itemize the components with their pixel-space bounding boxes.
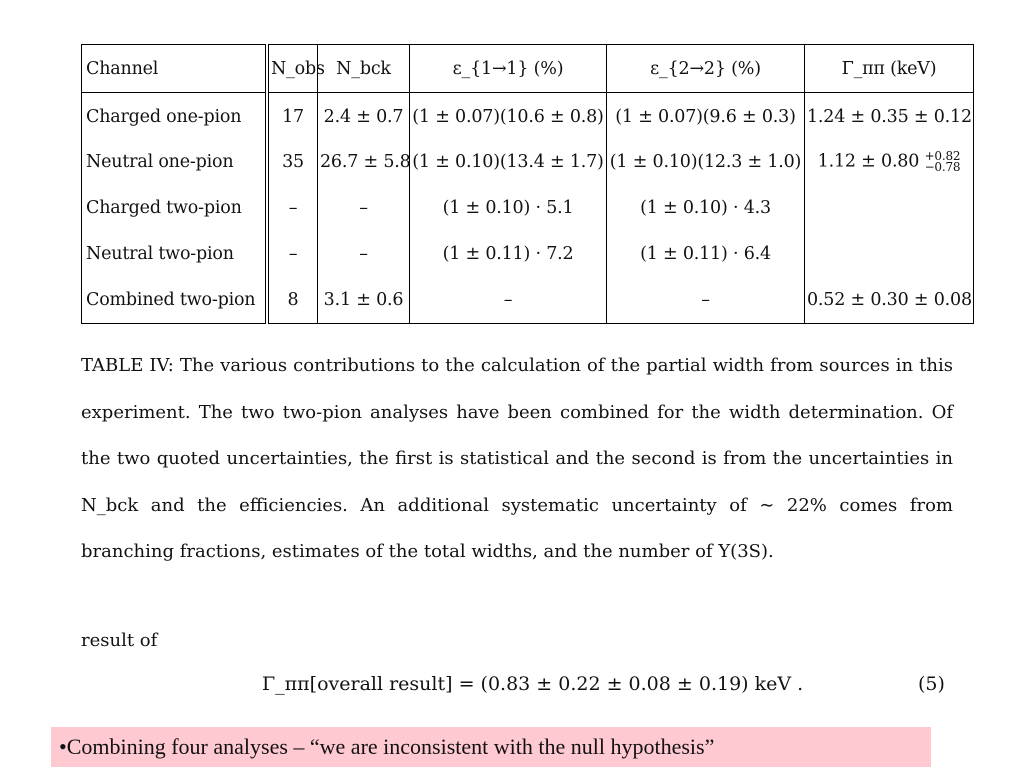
cell-n-obs: 8 <box>267 277 318 323</box>
cell-gamma <box>805 185 974 231</box>
cell-channel: Neutral one-pion <box>82 139 268 185</box>
highlight-note <box>51 727 931 767</box>
cell-n-bck: – <box>318 185 410 231</box>
table-caption-text: TABLE IV: The various contributions to the calculation of the partial width from sources in this experiment. The two two-pion analyses have been combined for the width determination. Of the two quoted uncertainties, the first is statistical and the second is from the uncertainties in N_bck and the efficiencies. An additional systematic uncertainty of ∼ 22% comes from branching fractions, estimates of the total widths, and the number of Υ(3S). <box>81 355 953 562</box>
cell-n-obs: 17 <box>267 93 318 139</box>
table-row <box>82 93 974 139</box>
table-row <box>82 139 974 185</box>
cell-n-bck: 2.4 ± 0.7 <box>318 93 410 139</box>
cell-n-bck: 3.1 ± 0.6 <box>318 277 410 323</box>
cell-n-bck: – <box>318 231 410 277</box>
cell-eff-11: – <box>410 277 607 323</box>
cell-gamma: 0.52 ± 0.30 ± 0.08 <box>805 277 974 323</box>
cell-channel: Charged two-pion <box>82 185 268 231</box>
cell-n-obs: – <box>267 185 318 231</box>
cell-n-obs: 35 <box>267 139 318 185</box>
cell-gamma: 1.24 ± 0.35 ± 0.12 <box>805 93 974 139</box>
equation-number: (5) <box>918 673 945 695</box>
table-row <box>82 185 974 231</box>
header-n-obs: N_obs <box>267 45 318 93</box>
cell-gamma: 1.12 ± 0.80 +0.82 −0.78 <box>805 139 974 185</box>
cell-channel: Charged one-pion <box>82 93 268 139</box>
cell-eff-22: (1 ± 0.10) · 4.3 <box>607 185 805 231</box>
table-header-row <box>82 45 974 93</box>
results-table <box>81 44 974 324</box>
header-eff-22: ε_{2→2} (%) <box>607 45 805 93</box>
header-n-bck: N_bck <box>318 45 410 93</box>
cell-channel: Neutral two-pion <box>82 231 268 277</box>
overall-result-equation: Γ_ππ[overall result] = (0.83 ± 0.22 ± 0.08 ± 0.19) keV . <box>262 673 804 695</box>
cell-n-bck: 26.7 ± 5.8 <box>318 139 410 185</box>
cell-eff-11: (1 ± 0.11) · 7.2 <box>410 231 607 277</box>
result-lead-text: result of <box>81 630 158 651</box>
asymmetric-uncertainty: +0.82 −0.78 <box>924 148 961 174</box>
cell-eff-22: (1 ± 0.07)(9.6 ± 0.3) <box>607 93 805 139</box>
header-gamma: Γ_ππ (keV) <box>805 45 974 93</box>
cell-n-obs: – <box>267 231 318 277</box>
cell-eff-11: (1 ± 0.10)(13.4 ± 1.7) <box>410 139 607 185</box>
highlight-note-text: •Combining four analyses – “we are inconsistent with the null hypothesis” <box>59 734 715 759</box>
cell-channel: Combined two-pion <box>82 277 268 323</box>
header-eff-11: ε_{1→1} (%) <box>410 45 607 93</box>
cell-gamma <box>805 231 974 277</box>
table-caption <box>81 343 953 576</box>
cell-eff-22: (1 ± 0.10)(12.3 ± 1.0) <box>607 139 805 185</box>
cell-eff-22: (1 ± 0.11) · 6.4 <box>607 231 805 277</box>
cell-eff-11: (1 ± 0.10) · 5.1 <box>410 185 607 231</box>
table-row <box>82 231 974 277</box>
header-channel: Channel <box>82 45 268 93</box>
cell-eff-22: – <box>607 277 805 323</box>
cell-eff-11: (1 ± 0.07)(10.6 ± 0.8) <box>410 93 607 139</box>
table-row <box>82 277 974 323</box>
